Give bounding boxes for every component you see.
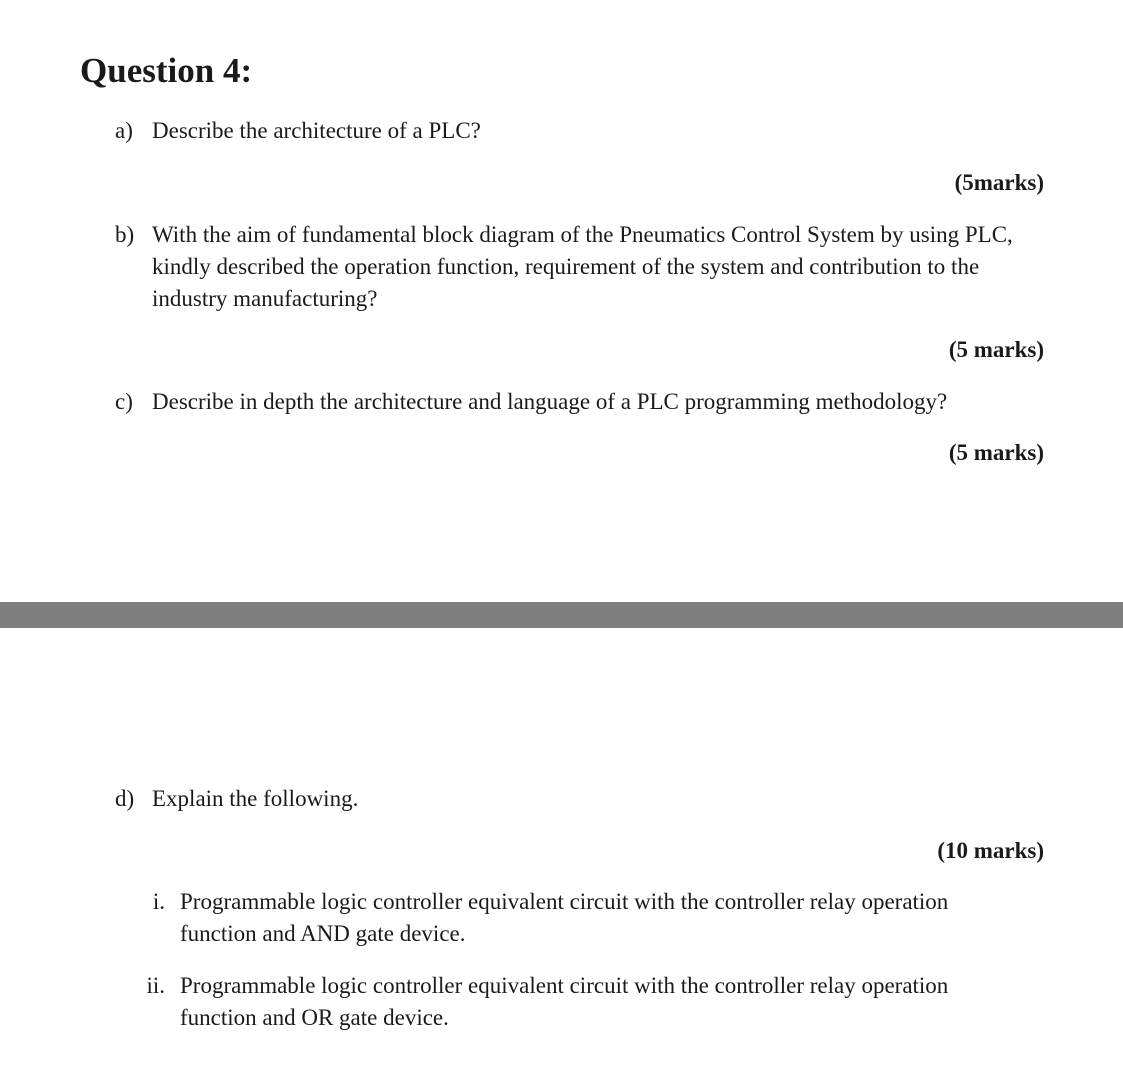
subitem-ii-label: ii. <box>146 973 165 998</box>
question-title: Question 4: <box>80 51 253 90</box>
question-b-label: b) <box>115 222 135 247</box>
question-a-marks: (5marks) <box>954 170 1044 195</box>
question-c-marks: (5 marks) <box>948 440 1044 465</box>
page-break-divider <box>0 602 1123 628</box>
subitem-ii-text: Programmable logic controller equivalent circuit with the controller relay operation function and OR gate device. <box>180 973 949 1030</box>
subitem-i-text: Programmable logic controller equivalent circuit with the controller relay operation function and AND gate device. <box>180 889 949 946</box>
question-a-label: a) <box>115 118 133 143</box>
subitem-i-label: i. <box>152 889 165 914</box>
question-c-label: c) <box>115 389 133 414</box>
question-c-text: Describe in depth the architecture and language of a PLC programming methodology? <box>152 389 948 414</box>
question-a-text: Describe the architecture of a PLC? <box>152 118 481 143</box>
question-b-marks: (5 marks) <box>948 337 1044 362</box>
question-d-label: d) <box>115 786 135 811</box>
question-d-marks: (10 marks) <box>937 838 1044 863</box>
question-d-text: Explain the following. <box>152 786 359 811</box>
question-b-text: With the aim of fundamental block diagram of the Pneumatics Control System by using PLC, kindly described the operation function, requirement of the system and contribution to the industry manufacturing? <box>152 222 1013 311</box>
